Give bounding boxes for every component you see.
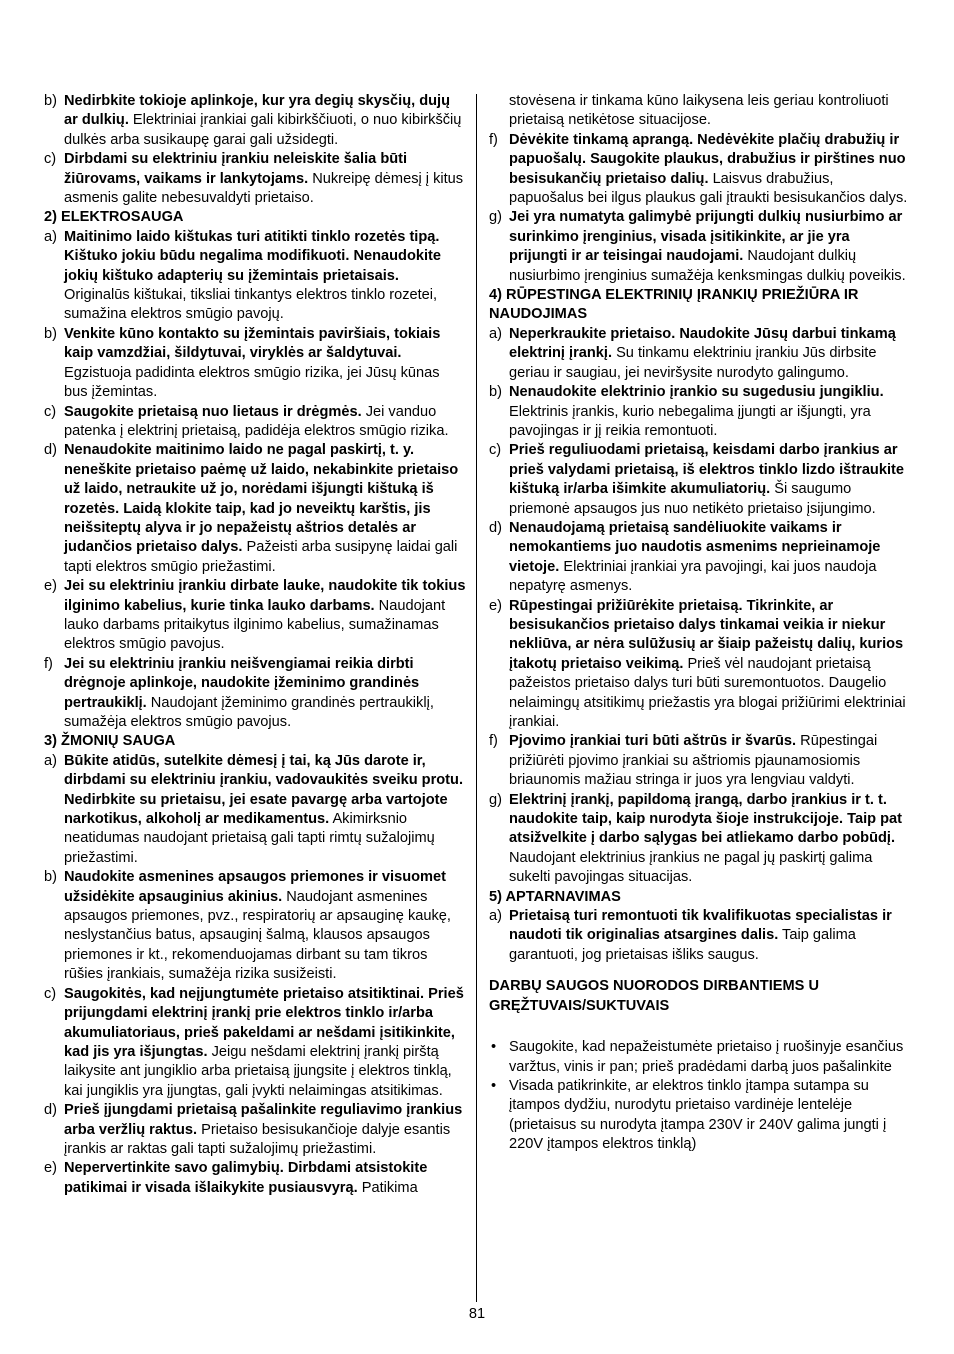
list-item [44, 441, 466, 577]
item-bold-text: Dirbdami su elektriniu įrankiu neleiskite šalia būti žiūrovams, vaikams ir lankytojams. [64, 151, 408, 187]
list-item [44, 325, 466, 403]
item-bold-text: Elektrinį įrankį, papildomą įrangą, darbo įrankius ir t. t. naudokite taip, kaip nurodyta šioje instrukcijoje. Taip pat atsižvelkite į darbo sąlygas bei atliekamo darbo pobūdį. [509, 791, 903, 847]
item-marker: e) [44, 1160, 57, 1177]
item-text: Rūpestingai prižiūrėti pjovimo įrankiai su aštriomis pjaunamosiomis briaunomis mažiau stringa ir juos yra lengviau valdyti. [509, 733, 878, 789]
item-marker: d) [44, 442, 57, 459]
item-marker: c) [44, 151, 57, 168]
item-text: Nukreipę dėmesį į kitus asmenis galite nebesuvaldyti prietaiso. [64, 170, 464, 207]
item-bold-text: Maitinimo laido kištukas turi atitikti tinklo rozetės tipą. Kištuko jokiu būdu negalima modifikuoti. Nenaudokite jokių kištuko adapterių su įžemintais prietaisais. [64, 228, 442, 284]
item-text: Elektriniai įrankiai gali kibirkščiuoti, o nuo kibirkščių dulkės arba susikaupę garai gali užsidegti. [64, 112, 462, 148]
item-marker: a) [44, 228, 57, 245]
item-text: Naudojant dulkių nusiurbimo įrenginius sumažėja kenksmingas dulkių poveikis. [509, 248, 906, 284]
list-item [489, 732, 911, 790]
item-text: Naudojant įžeminimo grandinės pertraukiklį, sumažėja elektros smūgio pavojus. [64, 694, 434, 730]
item-text: Egzistuoja padidinta elektros smūgio rizika, jei Jūsų kūnas bus įžemintas. [64, 364, 440, 401]
item-text: Taip galima garantuoti, jog prietaisas išliks saugus. [509, 927, 856, 963]
column-divider [476, 94, 477, 1302]
list-item [44, 1101, 466, 1159]
item-text: Ši saugumo priemonė apsaugos jus nuo netikėto prietaiso įsijungimo. [509, 481, 876, 517]
list-item [44, 150, 466, 208]
item-bold-text: Naudokite asmenines apsaugos priemones ir visuomet užsidėkite apsauginius akinius. [64, 869, 446, 905]
list-item [489, 325, 911, 383]
item-marker: c) [44, 403, 57, 420]
item-bold-text: Venkite kūno kontakto su įžemintais paviršiais, tokiais kaip vamzdžiai, šildytuvai, viryklės ar šaldytuvai. [64, 325, 441, 362]
item-marker: • [491, 1077, 497, 1094]
item-marker: e) [44, 578, 57, 595]
item-marker: b) [44, 325, 57, 342]
item-bold-text: Jei su elektriniu įrankiu dirbate lauke, naudokite tik tokius ilginimo kabelius, kurie tinka lauko darbams. [64, 578, 466, 614]
item-marker: f) [44, 655, 53, 672]
list-item [489, 441, 911, 519]
list-item [44, 655, 466, 733]
item-marker: g) [489, 209, 502, 226]
list-item [44, 228, 466, 325]
page-number: 81 [468, 1306, 486, 1322]
item-text: Prietaiso besisukančioje dalyje esantis įrankis ar raktas gali tapti sužalojimų priežastimi. [64, 1121, 451, 1157]
list-item [44, 985, 466, 1101]
item-marker: a) [489, 325, 502, 342]
list-item [489, 907, 911, 965]
item-marker: c) [44, 985, 57, 1002]
item-marker: d) [489, 519, 502, 536]
item-marker: e) [489, 597, 502, 614]
drill-safety-heading: DARBŲ SAUGOS NUORODOS DIRBANTIEMS U GRĘŽTUVAIS/SUKTUVAIS [489, 978, 819, 1014]
item-marker: b) [44, 93, 57, 109]
left-column [44, 92, 466, 1198]
list-item [489, 208, 911, 286]
item-bold-text: Jei su elektriniu įrankiu neišvengiamai reikia dirbti drėgnoje aplinkoje, naudokite įžeminimo grandinės pertraukiklį. [64, 655, 420, 711]
right-column [489, 92, 911, 1155]
item-text: Laisvus drabužius, papuošalus bei ilgus plaukus gali įtraukti besisukančios dalys. [509, 170, 908, 207]
item-bold-text: Nepervertinkite savo galimybių. Dirbdami atsistokite patikimai ir visada išlaikykite pusiausvyrą. [64, 1160, 428, 1196]
item-text: Visada patikrinkite, ar elektros tinklo įtampa sutampa su įtampos dydžiu, nurodytu prietaiso vardinėje lentelėje (prietaisus su nurodyta įtampa 230V ir 240V galima jungti į 220V įtampos elektros tinklą) [509, 1077, 887, 1153]
item-bold-text: Nenaudokite elektrinio įrankio su sugedusiu jungikliu. [509, 384, 884, 401]
item-bold-text: Nenaudokite maitinimo laido ne pagal paskirtį, t. y. neneškite prietaiso paėmę už laido, nekabinkite prietaiso už laido, netraukite už jo, norėdami išjungti kištuką iš rozetės. Laidą klokite taip, kad jo neveiktų karštis, jis neišsiteptų alyva ir jo nepažeistų aštrios detalės ar judančios prietaiso dalys. [64, 442, 459, 556]
bullet-item [489, 1038, 911, 1077]
item-text: Elektrinis įrankis, kurio nebegalima įjungti ar išjungti, yra pavojingas ir jį reikia remontuoti. [509, 403, 871, 439]
section-heading: 2) ELEKTROSAUGA [44, 209, 184, 226]
item-marker: f) [489, 733, 498, 750]
item-bold-text: Jei yra numatyta galimybė prijungti dulkių nusiurbimo ar surinkimo įrenginius, visada įsitikinkite, ar jie yra prijungti ir ar teisingai naudojami. [509, 209, 903, 265]
item-bold-text: Neperkraukite prietaiso. Naudokite Jūsų darbui tinkamą elektrinį įrankį. [509, 325, 896, 362]
item-text: Patikima [357, 1179, 418, 1196]
item-bold-text: Prieš reguliuodami prietaisą, keisdami darbo įrankius ar prieš valydami prietaisą, iš elektros tinklo lizdo ištraukite kištuką ir/arba išimkite akumuliatorių. [509, 442, 904, 498]
item-marker: • [491, 1039, 497, 1056]
item-marker: b) [489, 384, 502, 401]
section-heading: 3) ŽMONIŲ SAUGA [44, 733, 176, 750]
item-marker: d) [44, 1102, 57, 1119]
item-text: Naudojant asmenines apsaugos priemones, pvz., respiratorių ar apsauginę kaukę, neslystančius batus, apsauginį šalmą, klausos apsaugos priemones ir kt., rekomenduojamas dirbant su tam tikros rūšies įrankiais, sumažėja rizika susižeisti. [64, 888, 451, 983]
item-marker: f) [489, 131, 498, 148]
list-item [489, 791, 911, 888]
item-bold-text: Rūpestingai prižiūrėkite prietaisą. Tikrinkite, ar besisukančios prietaiso dalys tinkamai veikia ir niekur nekliūva, ar nėra sulūžusių ar šiaip pažeistų dalių, kurios įtakotų prietaiso veikimą. [509, 597, 904, 672]
item-text: Pažeisti arba susipynę laidai gali tapti elektros smūgio priežastimi. [64, 539, 458, 575]
item-text: Elektriniai įrankiai yra pavojingi, kai juos naudoja nepatyrę asmenys. [509, 558, 877, 595]
list-item [44, 403, 466, 442]
section-heading: 5) APTARNAVIMAS [489, 888, 621, 905]
item-text: Saugokite, kad nepažeistumėte prietaiso į ruošinyje esančius varžtus, vinis ir pan; prieš pradėdami darbą juos pašalinkite [509, 1039, 904, 1075]
item-marker: c) [489, 442, 502, 459]
item-bold-text: Būkite atidūs, sutelkite dėmesį į tai, ką Jūs darote ir, dirbdami su elektriniu įrankiu, vadovaukitės sveiku protu. Nedirbkite su prietaisu, jei esate pavargę arba vartojote narkotikus, alkoholį ar medikamentus. [64, 752, 464, 828]
item-text: stovėsena ir tinkama kūno laikysena leis geriau kontroliuoti prietaisą netikėtose situacijose. [509, 93, 889, 129]
list-item [489, 92, 911, 131]
item-bold-text: Prietaisą turi remontuoti tik kvalifikuotas specialistas ir naudoti tik originalias atsargines dalis. [509, 908, 892, 944]
item-bold-text: Nenaudojamą prietaisą sandėliuokite vaikams ir nemokantiems juo naudotis asmenims neprieinamoje vietoje. [509, 519, 881, 575]
item-text: Akimirksnio neatidumas naudojant prietaisą gali tapti rimtų sužalojimų priežastimi. [64, 811, 435, 866]
item-text: Prieš vėl naudojant prietaisą pažeistos prietaiso dalys turi būti suremontuotos. Daugelio nelaimingų atsitikimų priežastis yra blogai prižiūrimi elektriniai įrankiai. [509, 655, 906, 730]
item-bold-text: Saugokitės, kad neįjungtumėte prietaiso atsitiktinai. Prieš prijungdami elektrinį įrankį prie elektros tinklo ir/arba akumuliatoriaus, prieš pakeldami ar nešdami įsitikinkite, kad jis yra išjungtas. [64, 985, 464, 1060]
item-bold-text: Saugokite prietaisą nuo lietaus ir drėgmės. [64, 403, 362, 420]
item-text: Jei vanduo patenka į elektrinį prietaisą, padidėja elektros smūgio rizika. [64, 403, 449, 439]
item-bold-text: Nedirbkite tokioje aplinkoje, kur yra degių skysčių, dujų ar dulkių. [64, 93, 451, 129]
item-marker: a) [44, 752, 57, 769]
list-item [44, 1159, 466, 1198]
item-text: Jeigu nešdami elektrinį įrankį pirštą laikysite ant jungiklio arba prietaisą įjungsite į elektros tinklą, kai jungiklis yra įjungtas, gali įvykti nelaimingas atsitikimas. [64, 1043, 452, 1099]
list-item [489, 131, 911, 209]
list-item [489, 519, 911, 597]
list-item [489, 383, 911, 441]
item-text: Originalūs kištukai, tiksliai tinkantys elektros tinklo rozetei, sumažina elektros smūgio pavojų. [64, 287, 438, 323]
item-bold-text: Dėvėkite tinkamą aprangą. Nedėvėkite plačių drabužių ir papuošalų. Saugokite plaukus, drabužius ir pirštines nuo besisukančių prietaiso dalių. [509, 131, 906, 187]
section-heading: 4) RŪPESTINGA ELEKTRINIŲ ĮRANKIŲ PRIEŽIŪRA IR NAUDOJIMAS [489, 287, 859, 323]
item-text: Naudojant elektrinius įrankius ne pagal jų paskirtį galima sukelti pavojingas situacijas. [509, 849, 873, 886]
item-marker: a) [489, 908, 502, 925]
list-item [44, 868, 466, 984]
list-item [489, 597, 911, 733]
item-text: Su tinkamu elektriniu įrankiu Jūs dirbsite geriau ir saugiau, jei neviršysite nurodyto galingumo. [509, 345, 877, 381]
item-text: Naudojant lauko darbams pritaikytus ilginimo kabelius, sumažinamas elektros smūgio pavojus. [64, 597, 446, 653]
bullet-item [489, 1077, 911, 1155]
list-item [44, 92, 466, 150]
list-item [44, 577, 466, 655]
item-bold-text: Prieš įjungdami prietaisą pašalinkite reguliavimo įrankius arba veržlių raktus. [64, 1102, 463, 1138]
item-marker: b) [44, 869, 57, 886]
item-marker: g) [489, 791, 502, 808]
item-bold-text: Pjovimo įrankiai turi būti aštrūs ir švarūs. [509, 733, 797, 750]
list-item [44, 752, 466, 868]
